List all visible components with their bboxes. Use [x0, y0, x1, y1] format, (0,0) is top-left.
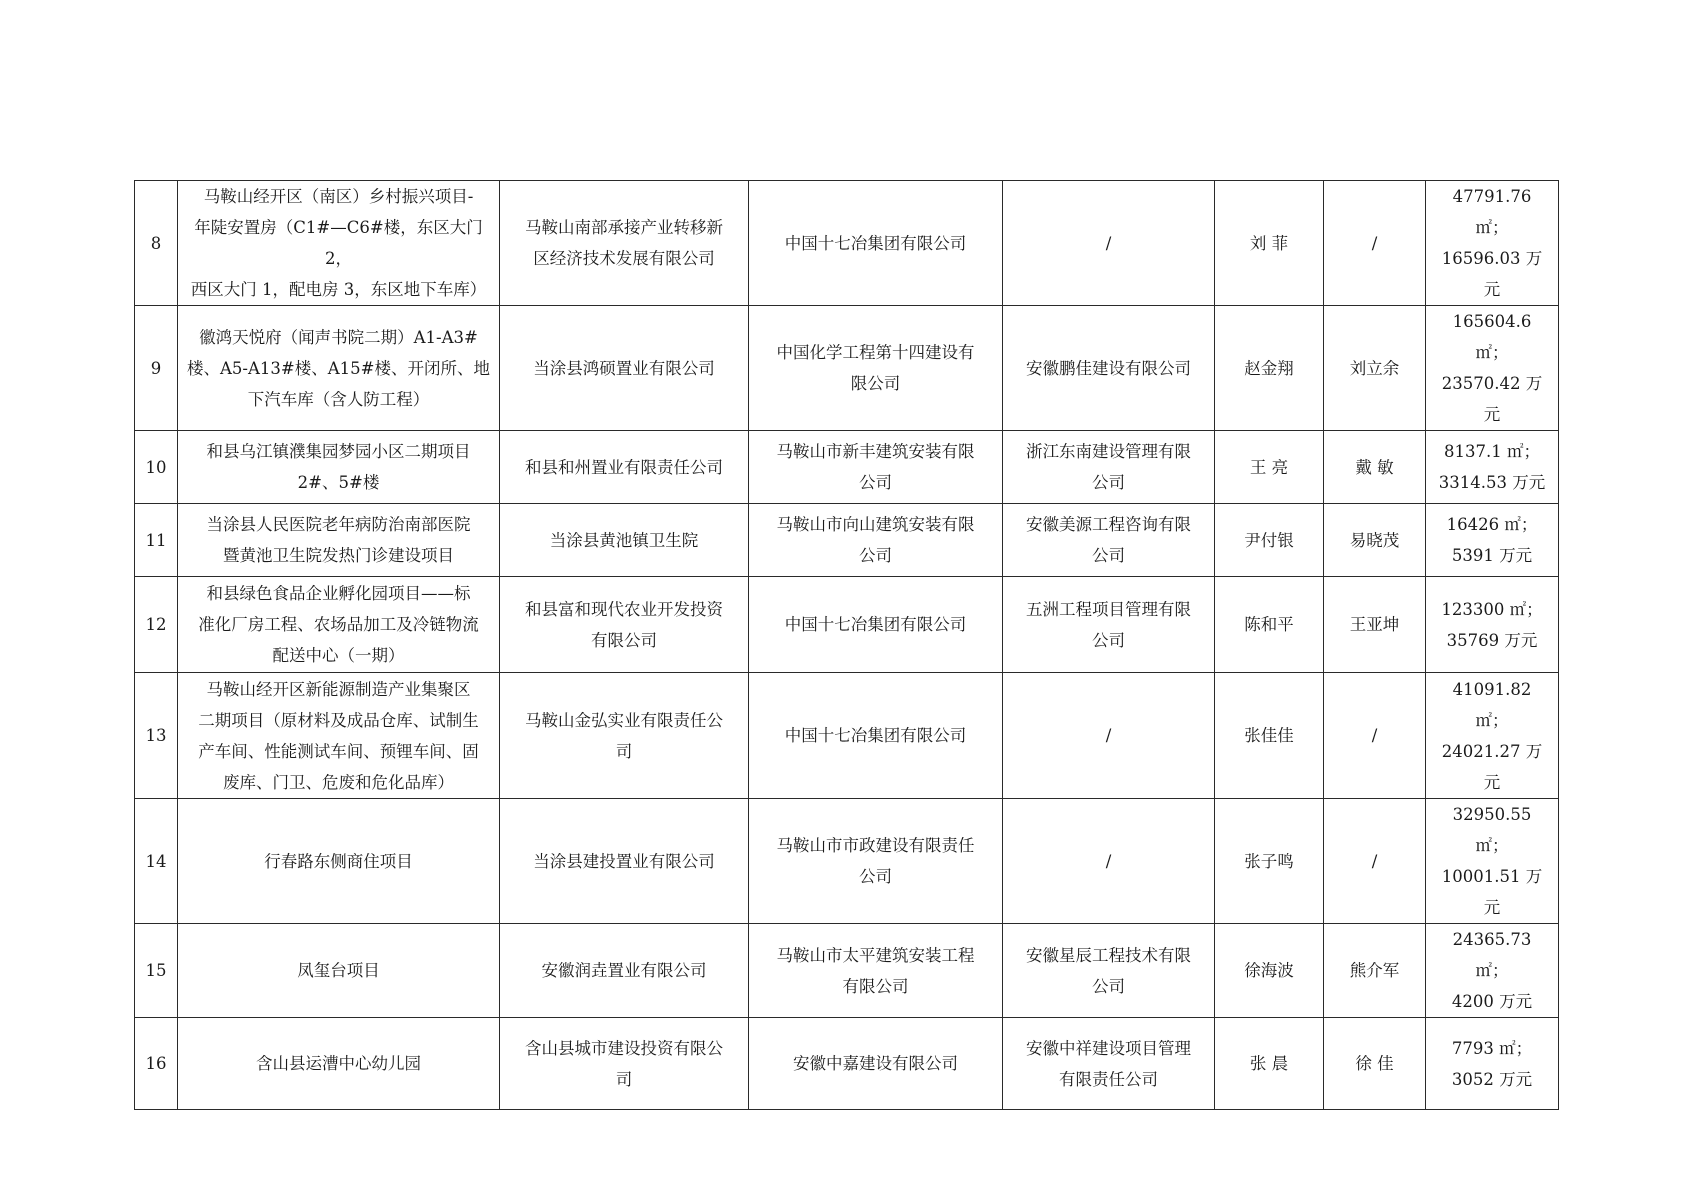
project-scale: 16426 ㎡； 5391 万元	[1426, 504, 1559, 577]
supervision-unit: 安徽鹏佳建设有限公司	[1003, 306, 1215, 431]
table-row	[135, 431, 1559, 504]
owner-unit: 马鞍山金弘实业有限责任公 司	[500, 673, 749, 799]
chief-supervisor: 易晓茂	[1324, 504, 1426, 577]
construction-unit: 安徽中嘉建设有限公司	[749, 1018, 1003, 1110]
project-scale: 41091.82 ㎡； 24021.27 万元	[1426, 673, 1559, 799]
chief-supervisor: /	[1324, 673, 1426, 799]
chief-supervisor: 熊介军	[1324, 924, 1426, 1018]
chief-supervisor: 徐 佳	[1324, 1018, 1426, 1110]
owner-unit: 和县富和现代农业开发投资 有限公司	[500, 577, 749, 673]
supervision-unit: /	[1003, 181, 1215, 306]
project-scale: 47791.76 ㎡； 16596.03 万元	[1426, 181, 1559, 306]
construction-unit: 马鞍山市太平建筑安装工程 有限公司	[749, 924, 1003, 1018]
row-number: 8	[135, 181, 178, 306]
row-number: 15	[135, 924, 178, 1018]
table-row	[135, 306, 1559, 431]
table-row	[135, 924, 1559, 1018]
owner-unit: 安徽润垚置业有限公司	[500, 924, 749, 1018]
project-name: 当涂县人民医院老年病防治南部医院 暨黄池卫生院发热门诊建设项目	[178, 504, 500, 577]
row-number: 11	[135, 504, 178, 577]
project-scale: 7793 ㎡； 3052 万元	[1426, 1018, 1559, 1110]
owner-unit: 含山县城市建设投资有限公 司	[500, 1018, 749, 1110]
project-scale: 165604.6 ㎡； 23570.42 万元	[1426, 306, 1559, 431]
row-number: 16	[135, 1018, 178, 1110]
owner-unit: 当涂县鸿硕置业有限公司	[500, 306, 749, 431]
project-name: 和县绿色食品企业孵化园项目——标 准化厂房工程、农场品加工及冷链物流 配送中心（一期）	[178, 577, 500, 673]
project-manager: 张 晨	[1215, 1018, 1324, 1110]
project-table	[134, 180, 1559, 1110]
project-name: 行春路东侧商住项目	[178, 799, 500, 924]
owner-unit: 当涂县黄池镇卫生院	[500, 504, 749, 577]
project-name: 徽鸿天悦府（闻声书院二期）A1-A3# 楼、A5-A13#楼、A15#楼、开闭所、地 下汽车库（含人防工程）	[178, 306, 500, 431]
construction-unit: 马鞍山市向山建筑安装有限 公司	[749, 504, 1003, 577]
project-name: 凤玺台项目	[178, 924, 500, 1018]
chief-supervisor: 王亚坤	[1324, 577, 1426, 673]
row-number: 14	[135, 799, 178, 924]
project-scale: 24365.73 ㎡； 4200 万元	[1426, 924, 1559, 1018]
row-number: 9	[135, 306, 178, 431]
construction-unit: 马鞍山市市政建设有限责任 公司	[749, 799, 1003, 924]
supervision-unit: 安徽星辰工程技术有限 公司	[1003, 924, 1215, 1018]
project-manager: 王 亮	[1215, 431, 1324, 504]
construction-unit: 中国十七冶集团有限公司	[749, 181, 1003, 306]
project-manager: 赵金翔	[1215, 306, 1324, 431]
supervision-unit: 浙江东南建设管理有限 公司	[1003, 431, 1215, 504]
project-name: 和县乌江镇濮集园梦园小区二期项目 2#、5#楼	[178, 431, 500, 504]
owner-unit: 马鞍山南部承接产业转移新 区经济技术发展有限公司	[500, 181, 749, 306]
chief-supervisor: 戴 敏	[1324, 431, 1426, 504]
table-row	[135, 504, 1559, 577]
project-scale: 8137.1 ㎡； 3314.53 万元	[1426, 431, 1559, 504]
table-row	[135, 1018, 1559, 1110]
project-manager: 徐海波	[1215, 924, 1324, 1018]
supervision-unit: 五洲工程项目管理有限 公司	[1003, 577, 1215, 673]
project-name: 马鞍山经开区（南区）乡村振兴项目- 年陡安置房（C1#—C6#楼，东区大门 2， 西区大门 1，配电房 3，东区地下车库）	[178, 181, 500, 306]
project-manager: 陈和平	[1215, 577, 1324, 673]
row-number: 10	[135, 431, 178, 504]
construction-unit: 中国十七冶集团有限公司	[749, 577, 1003, 673]
project-manager: 张佳佳	[1215, 673, 1324, 799]
row-number: 13	[135, 673, 178, 799]
supervision-unit: 安徽美源工程咨询有限 公司	[1003, 504, 1215, 577]
project-name: 含山县运漕中心幼儿园	[178, 1018, 500, 1110]
project-manager: 张子鸣	[1215, 799, 1324, 924]
chief-supervisor: 刘立余	[1324, 306, 1426, 431]
project-scale: 32950.55 ㎡； 10001.51 万元	[1426, 799, 1559, 924]
construction-unit: 中国化学工程第十四建设有 限公司	[749, 306, 1003, 431]
table-row	[135, 577, 1559, 673]
chief-supervisor: /	[1324, 181, 1426, 306]
chief-supervisor: /	[1324, 799, 1426, 924]
supervision-unit: /	[1003, 673, 1215, 799]
project-scale: 123300 ㎡； 35769 万元	[1426, 577, 1559, 673]
table-row	[135, 181, 1559, 306]
supervision-unit: 安徽中祥建设项目管理 有限责任公司	[1003, 1018, 1215, 1110]
table-row	[135, 799, 1559, 924]
construction-unit: 中国十七冶集团有限公司	[749, 673, 1003, 799]
owner-unit: 当涂县建投置业有限公司	[500, 799, 749, 924]
project-name: 马鞍山经开区新能源制造产业集聚区 二期项目（原材料及成品仓库、试制生 产车间、性能测试车间、预锂车间、固 废库、门卫、危废和危化品库）	[178, 673, 500, 799]
project-manager: 刘 菲	[1215, 181, 1324, 306]
supervision-unit: /	[1003, 799, 1215, 924]
project-manager: 尹付银	[1215, 504, 1324, 577]
row-number: 12	[135, 577, 178, 673]
owner-unit: 和县和州置业有限责任公司	[500, 431, 749, 504]
construction-unit: 马鞍山市新丰建筑安装有限 公司	[749, 431, 1003, 504]
table-row	[135, 673, 1559, 799]
